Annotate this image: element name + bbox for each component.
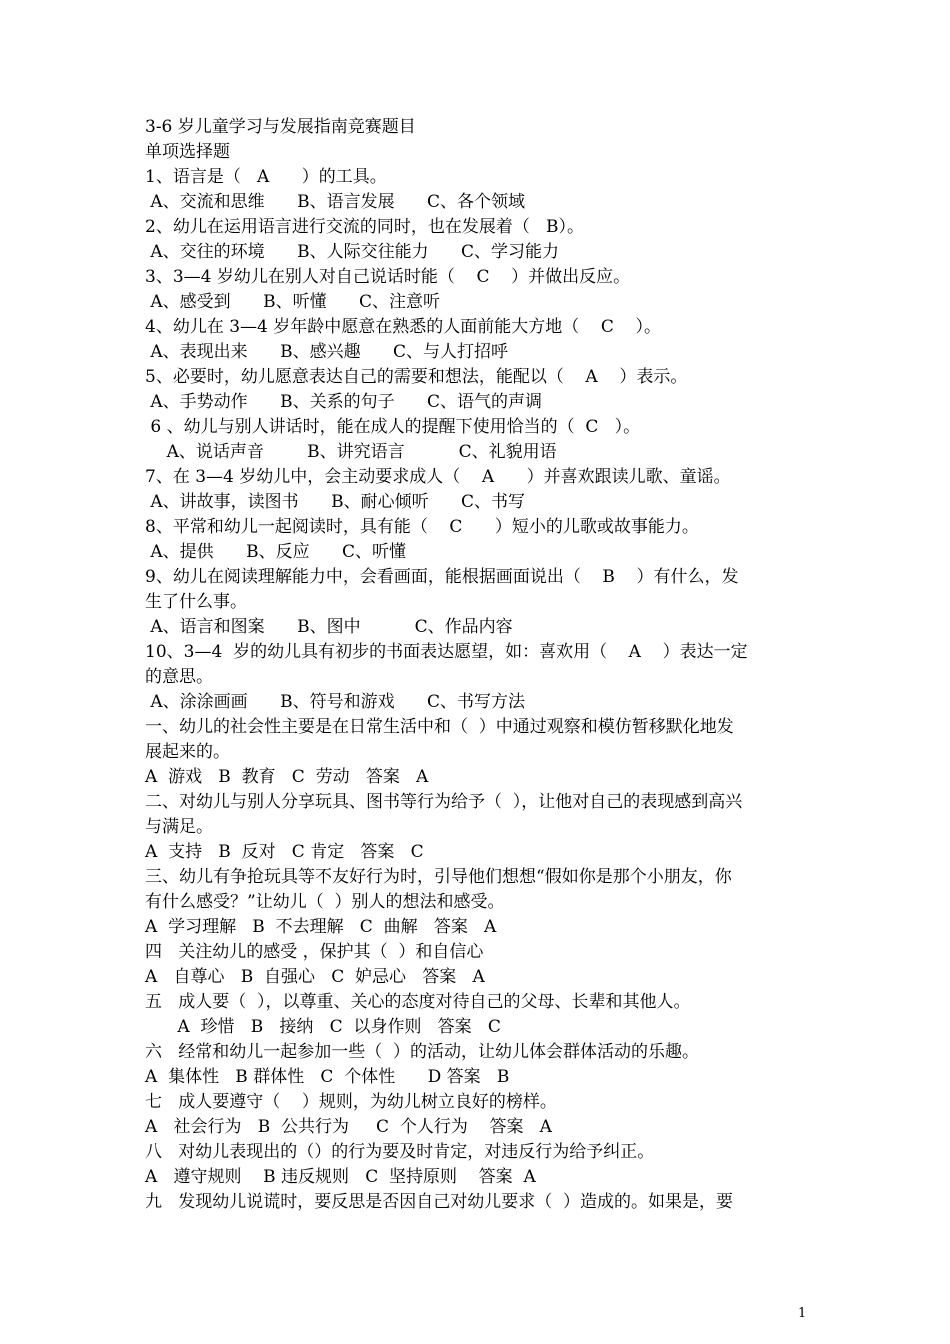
- text-line: 5、必要时，幼儿愿意表达自己的需要和想法，能配以（ A ）表示。: [145, 367, 688, 387]
- text-line: A、手势动作 B、关系的句子 C、语气的声调: [145, 392, 543, 412]
- section-heading: 单项选择题: [145, 142, 230, 162]
- text-line: 3、3—4 岁幼儿在别人对自己说话时能（ C ）并做出反应。: [145, 267, 631, 287]
- text-line: 2、幼儿在运用语言进行交流的同时，也在发展着（ B）。: [145, 217, 585, 237]
- text-line: 展起来的。: [145, 742, 230, 762]
- text-line: 7、在 3—4 岁幼儿中，会主动要求成人（ A ）并喜欢跟读儿歌、童谣。: [145, 467, 731, 487]
- text-line: 1、语言是（ A ）的工具。: [145, 167, 387, 187]
- text-line: 四 关注幼儿的感受 ，保护其（ ）和自信心: [145, 942, 484, 962]
- document-content: [145, 115, 810, 1215]
- text-line: 与满足。: [145, 817, 213, 837]
- text-line: 一、幼儿的社会性主要是在日常生活中和（ ）中通过观察和模仿暂移默化地发: [145, 717, 734, 737]
- text-line: A、交流和思维 B、语言发展 C、各个领域: [145, 192, 526, 212]
- text-line: A、讲故事，读图书 B、耐心倾听 C、书写: [145, 492, 526, 512]
- text-line: 七 成人要遵守（ ）规则，为幼儿树立良好的榜样。: [145, 1092, 557, 1112]
- text-line: A 社会行为 B 公共行为 C 个人行为 答案 A: [145, 1117, 552, 1137]
- text-line: A 自尊心 B 自强心 C 妒忌心 答案 A: [145, 967, 485, 987]
- text-line: A、涂涂画画 B、符号和游戏 C、书写方法: [145, 692, 526, 712]
- text-line: 生了什么事。: [145, 592, 247, 612]
- text-line: 9、幼儿在阅读理解能力中，会看画面，能根据画面说出（ B ）有什么，发: [145, 567, 739, 587]
- text-line: A 集体性 B 群体性 C 个体性 D 答案 B: [145, 1067, 510, 1087]
- text-line: 6 、幼儿与别人讲话时，能在成人的提醒下使用恰当的（ C ）。: [145, 417, 641, 437]
- text-line: A、感受到 B、听懂 C、注意听: [145, 292, 441, 312]
- text-line: 九 发现幼儿说谎时，要反思是否因自己对幼儿要求（ ）造成的。如果是，要: [145, 1192, 734, 1212]
- text-line: A 珍惜 B 接纳 C 以身作则 答案 C: [145, 1017, 501, 1037]
- text-line: A 学习理解 B 不去理解 C 曲解 答案 A: [145, 917, 497, 937]
- text-line: A、交往的环境 B、人际交往能力 C、学习能力: [145, 242, 560, 262]
- text-line: A、提供 B、反应 C、听懂: [145, 542, 407, 562]
- text-line: A 游戏 B 教育 C 劳动 答案 A: [145, 767, 429, 787]
- text-line: A 遵守规则 B 违反规则 C 坚持原则 答案 A: [145, 1167, 536, 1187]
- text-line: A、语言和图案 B、图中 C、作品内容: [145, 617, 513, 637]
- page-number: 1: [798, 1306, 807, 1321]
- text-line: 4、幼儿在 3—4 岁年龄中愿意在熟悉的人面前能大方地（ C ）。: [145, 317, 661, 337]
- text-line: A、说话声音 B、讲究语言 C、礼貌用语: [145, 442, 557, 462]
- text-line: 10、3—4 岁的幼儿具有初步的书面表达愿望，如：喜欢用（ A ）表达一定: [145, 642, 748, 662]
- text-line: 的意思。: [145, 667, 213, 687]
- text-line: 六 经常和幼儿一起参加一些（ ）的活动，让幼儿体会群体活动的乐趣。: [145, 1042, 700, 1062]
- text-line: 三、幼儿有争抢玩具等不友好行为时，引导他们想想“假如你是那个小朋友，你: [145, 867, 732, 887]
- text-line: 八 对幼儿表现出的（）的行为要及时肯定，对违反行为给予纠正。: [145, 1142, 655, 1162]
- text-line: 五 成人要（ ），以尊重、关心的态度对待自己的父母、长辈和其他人。: [145, 992, 691, 1012]
- text-line: A 支持 B 反对 C 肯定 答案 C: [145, 842, 424, 862]
- text-line: 二、对幼儿与别人分享玩具、图书等行为给予（ ），让他对自己的表现感到高兴: [145, 792, 743, 812]
- text-line: 8、平常和幼儿一起阅读时，具有能（ C ）短小的儿歌或故事能力。: [145, 517, 699, 537]
- text-line: 有什么感受？”让幼儿（ ）别人的想法和感受。: [145, 892, 505, 912]
- text-line: A、表现出来 B、感兴趣 C、与人打招呼: [145, 342, 509, 362]
- document-title: 3-6 岁儿童学习与发展指南竞赛题目: [145, 117, 416, 137]
